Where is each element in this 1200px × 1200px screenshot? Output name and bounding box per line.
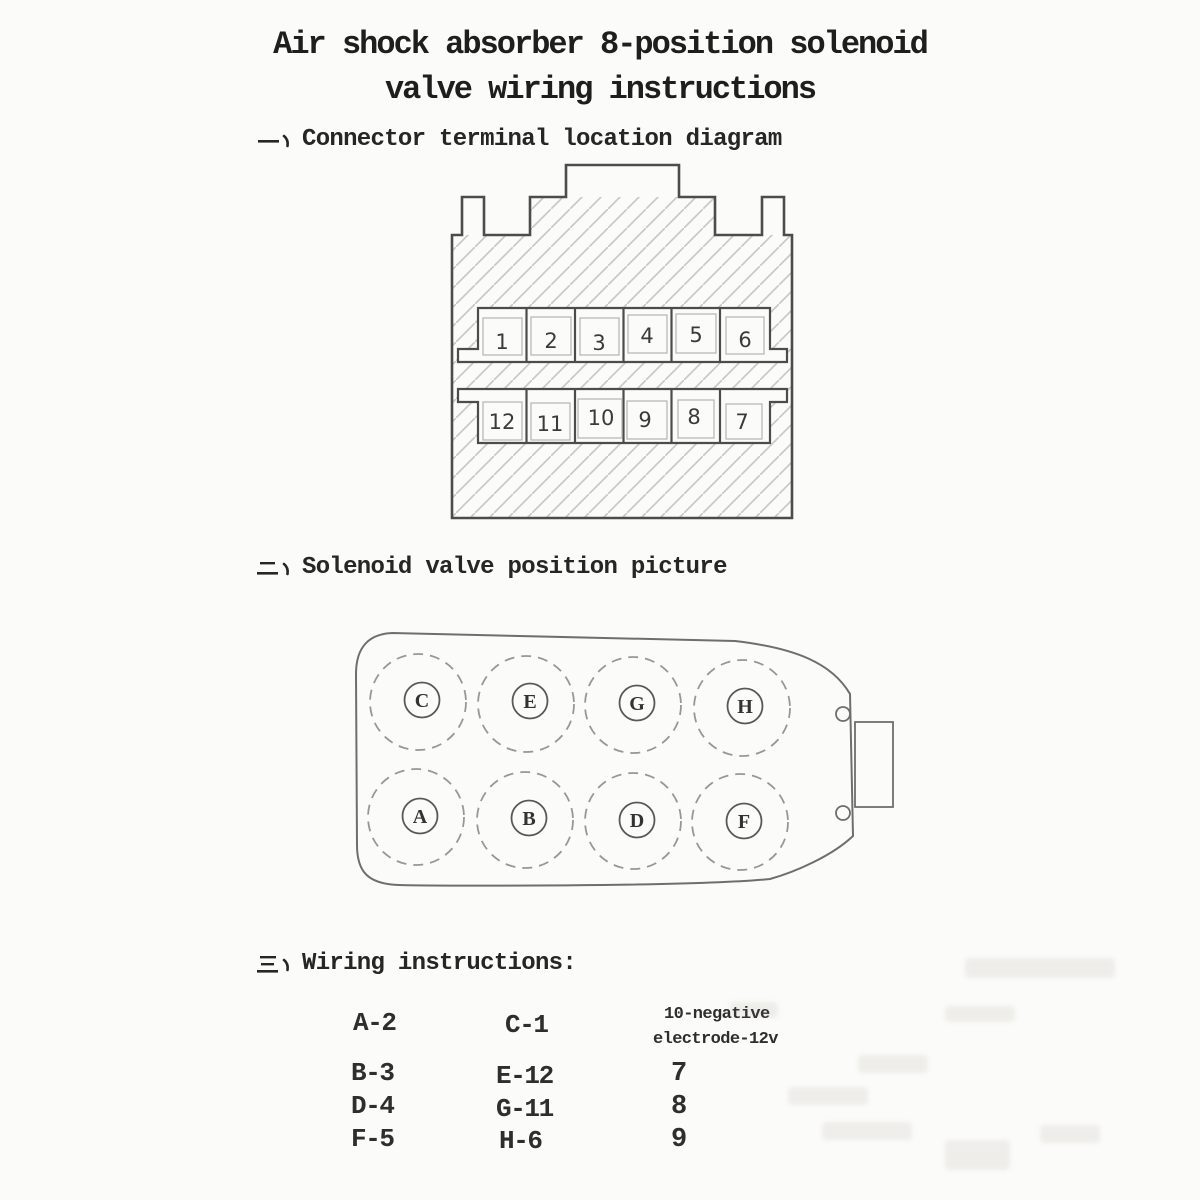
wiring-note-line1: 10-negative — [664, 1005, 770, 1024]
bleed-through-mark — [1040, 1125, 1100, 1143]
terminal-number: 1 — [495, 330, 509, 354]
bleed-through-mark — [945, 1006, 1015, 1022]
cn-numeral-two-icon — [256, 555, 292, 581]
page-title-line2: valve wiring instructions — [384, 71, 816, 108]
solenoid-letter: C — [414, 690, 430, 712]
section-two-heading-text: Solenoid valve position picture — [302, 554, 727, 581]
terminal-number: 3 — [592, 331, 606, 355]
terminal-number: 4 — [640, 324, 654, 348]
section-two-heading — [256, 554, 727, 581]
wiring-terminal-number: 8 — [671, 1092, 688, 1122]
terminal-number: 9 — [638, 408, 652, 432]
section-three-heading — [256, 950, 576, 977]
solenoid-letter: D — [629, 810, 645, 832]
terminal-number: 2 — [544, 329, 558, 353]
bleed-through-mark — [822, 1122, 912, 1140]
wiring-pair: D-4 — [351, 1091, 394, 1121]
valve-body-outline — [356, 633, 853, 886]
bleed-through-mark — [788, 1087, 868, 1105]
wiring-pair: B-3 — [351, 1058, 394, 1088]
terminal-number: 6 — [738, 328, 752, 352]
valve-connector-tab — [855, 722, 893, 807]
connector-terminal-diagram — [430, 150, 810, 535]
bleed-through-mark — [858, 1055, 928, 1073]
solenoid-valve-diagram — [335, 608, 910, 903]
wiring-pair: F-5 — [351, 1124, 394, 1154]
wiring-pair: H-6 — [499, 1126, 542, 1156]
bleed-through-mark — [945, 1140, 1010, 1170]
page-title — [0, 22, 1200, 112]
solenoid-letter: E — [523, 691, 537, 713]
bleed-through-mark — [965, 958, 1115, 978]
wiring-terminal-number: 7 — [671, 1059, 688, 1089]
wiring-note-line2: electrode-12v — [653, 1030, 778, 1049]
page-title-line1: Air shock absorber 8-position solenoid — [273, 26, 927, 63]
valve-mounting-hole — [836, 806, 850, 820]
bleed-through-mark — [730, 1002, 778, 1018]
solenoid-letter: G — [629, 693, 645, 715]
wiring-pair: A-2 — [353, 1008, 396, 1038]
wiring-terminal-number: 9 — [671, 1125, 688, 1155]
terminal-number: 5 — [689, 323, 703, 347]
section-one-heading-text: Connector terminal location diagram — [302, 126, 782, 153]
terminal-number: 12 — [488, 410, 516, 434]
section-one-heading — [256, 126, 782, 153]
terminal-number: 7 — [735, 410, 749, 434]
wiring-pair: C-1 — [505, 1010, 548, 1040]
section-three-heading-text: Wiring instructions: — [302, 950, 577, 977]
solenoid-letter: B — [522, 808, 536, 830]
solenoid-letter: A — [412, 806, 428, 828]
solenoid-letter: F — [737, 811, 751, 833]
cn-numeral-three-icon — [256, 951, 292, 977]
terminal-number: 8 — [687, 405, 701, 429]
terminal-number: 10 — [587, 406, 615, 430]
wiring-pair: G-11 — [496, 1094, 553, 1124]
wiring-pair: E-12 — [496, 1061, 553, 1091]
terminal-number: 11 — [536, 412, 564, 436]
valve-mounting-hole — [836, 707, 850, 721]
cn-numeral-one-icon — [256, 127, 292, 153]
solenoid-letter: H — [737, 696, 753, 718]
